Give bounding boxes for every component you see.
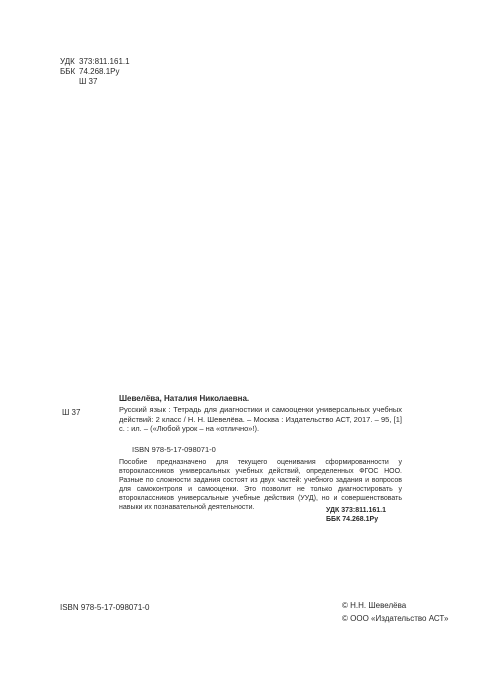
- bbk-label: ББК: [60, 67, 76, 76]
- footer-isbn: ISBN 978-5-17-098071-0: [60, 603, 150, 612]
- udk-row: [60, 57, 130, 67]
- record-isbn: ISBN 978-5-17-098071-0: [132, 445, 216, 454]
- bbk-row: [60, 67, 130, 77]
- record-bbk: ББК 74.268.1Ру: [326, 516, 379, 523]
- bbk-value: 74.268.1Ру: [79, 67, 120, 76]
- author-code: Ш 37: [79, 77, 98, 86]
- copyright-publisher: © ООО «Издательство АСТ»: [342, 614, 449, 623]
- record-author-code: Ш 37: [62, 408, 81, 417]
- copyright-block: [342, 599, 448, 625]
- record-udk: УДК 373:811.161.1: [326, 507, 386, 514]
- record-author: Шевелёва, Наталия Николаевна.: [119, 394, 250, 403]
- author-code-row: [60, 77, 130, 87]
- classification-header: [60, 57, 130, 87]
- udk-value: 373:811.161.1: [79, 57, 130, 66]
- record-classification-codes: [326, 506, 386, 524]
- record-description: Русский язык : Тетрадь для диагностики и самооценки универсальных учебных действий: 2 класс / Н. Н. Шевелёва. – Москва : Издательство АСТ, 2017. – 95, [1] с. : ил. – («Любой урок – на «отлично»!).: [119, 405, 402, 434]
- copyright-author: © Н.Н. Шевелёва: [342, 601, 407, 610]
- udk-label: УДК: [60, 57, 75, 66]
- record-annotation: Пособие предназначено для текущего оценивания сформированности у второклассников универсальных учебных действий, определенных ФГОС НОО. Разные по сложности задания состоят из двух частей: учебного задания и вопросов для самоконтроля и самооценки. Это позволит не только диагностировать у второклассников универсальные учебные действия (УУД), но и совершенствовать навыки их познавательной деятельности.: [119, 459, 402, 511]
